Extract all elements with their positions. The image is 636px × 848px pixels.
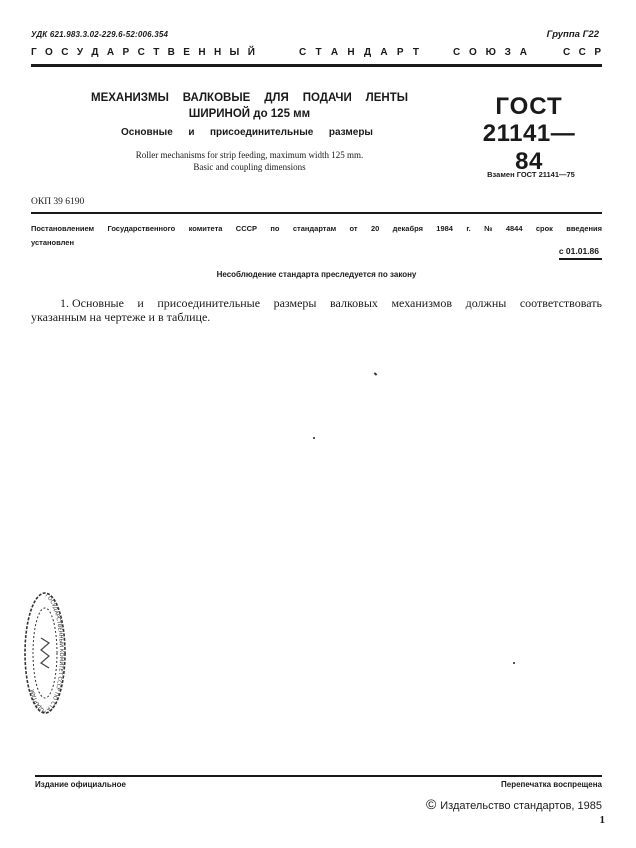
heading-letter: А: [519, 47, 527, 58]
title-word: ЛЕНТЫ: [365, 92, 408, 104]
subtitle-word: присоединительные: [210, 127, 314, 138]
speck-1: [374, 372, 378, 375]
decree-word: срок: [535, 224, 553, 233]
heading-letter: С: [453, 47, 461, 58]
title-word: ВАЛКОВЫЕ: [182, 92, 251, 104]
heading-letter: Т: [412, 47, 419, 58]
heading-letter: А: [106, 47, 115, 58]
header-rule: [31, 64, 602, 67]
heading-letter: В: [167, 47, 175, 58]
heading-letter: А: [380, 47, 388, 58]
decree-word: Постановлением: [31, 224, 95, 233]
footer-rule: [35, 775, 602, 777]
subtitle-word: размеры: [328, 127, 373, 138]
title-word: ПОДАЧИ: [302, 92, 352, 104]
english-title-line-1: Roller mechanisms for strip feeding, maximum width 125 mm.: [135, 150, 364, 160]
decree-word: декабря: [392, 224, 423, 233]
heading-letter: Й: [247, 47, 255, 58]
heading-letter: Г: [31, 47, 37, 58]
title-line-2: ШИРИНОЙ до 125 мм: [188, 108, 311, 120]
decree-word: введения: [566, 224, 602, 233]
group-label: Группа Г22: [546, 29, 599, 40]
decree-word: по: [270, 224, 280, 233]
heading-letter: Н: [213, 47, 222, 58]
paragraph-word: механизмов: [391, 296, 453, 310]
paragraph-word: должны: [465, 296, 507, 310]
paragraph-1-line-1: [60, 296, 602, 311]
copyright-text: Издательство стандартов, 1985: [440, 800, 602, 812]
subtitle: [121, 127, 373, 138]
law-note: Несоблюдение стандарта преследуется по закону: [216, 270, 417, 279]
decree-word: СССР: [235, 224, 258, 233]
heading-letter: У: [76, 47, 84, 58]
heading-letter: С: [299, 47, 307, 58]
decree-word: 20: [370, 224, 380, 233]
decree-line-2: установлен: [31, 238, 74, 247]
title-word: ДЛЯ: [264, 92, 289, 104]
decree-word: от: [349, 224, 358, 233]
copyright-icon: ©: [425, 796, 437, 812]
library-stamp: [21, 588, 69, 718]
heading-letter: Т: [153, 47, 160, 58]
heading-letter: Т: [315, 47, 322, 58]
heading-word-state: [31, 47, 255, 58]
stamp-center-mark: [41, 638, 49, 668]
heading-letter: С: [563, 47, 571, 58]
heading-letter: Н: [347, 47, 355, 58]
heading-letter: Ю: [485, 47, 496, 58]
heading-letter: С: [61, 47, 69, 58]
heading-word-union: [453, 47, 527, 58]
title-line-1: [91, 92, 408, 104]
gost-label: ГОСТ: [495, 93, 563, 120]
date-rule: [559, 258, 602, 260]
heading-letter: Д: [363, 47, 372, 58]
decree-line-1: [31, 224, 602, 233]
heading-letter: Д: [91, 47, 99, 58]
heading-letter: О: [45, 47, 53, 58]
heading-letter: З: [504, 47, 511, 58]
english-title-line-2: Basic and coupling dimensions: [193, 162, 306, 172]
paragraph-word: соответствовать: [519, 296, 602, 310]
heading-letter: Р: [122, 47, 130, 58]
heading-letter: С: [578, 47, 586, 58]
speck-3: [513, 662, 515, 664]
state-standard-heading: [31, 47, 602, 61]
heading-letter: О: [469, 47, 477, 58]
heading-letter: Е: [183, 47, 190, 58]
paragraph-word: присоединительные: [157, 296, 261, 310]
speck-2: [313, 437, 315, 439]
official-edition: Издание официальное: [35, 780, 126, 789]
decree-word: Государственного: [107, 224, 176, 233]
title-word: МЕХАНИЗМЫ: [91, 92, 169, 104]
decree-word: 4844: [505, 224, 523, 233]
decree-word: 1984: [436, 224, 453, 233]
heading-letter: Р: [396, 47, 404, 58]
heading-letter: Р: [594, 47, 601, 58]
heading-letter: А: [330, 47, 339, 58]
subtitle-word: и: [188, 127, 195, 138]
stamp-text: ГОСУДАРСТВЕННЫЙ КОМИТЕТ СССР ПО СТАНДАРТАМ: [29, 592, 65, 715]
paragraph-1-line-2: указанным на чертеже и в таблице.: [31, 310, 211, 324]
decree-word: г.: [466, 224, 471, 233]
decree-word: комитета: [188, 224, 223, 233]
decree-word: стандартам: [292, 224, 337, 233]
heading-letter: Ы: [229, 47, 240, 58]
heading-word-ussr: [563, 47, 601, 58]
gost-number: 21141—84: [482, 120, 576, 175]
okp-code: ОКП 39 6190: [31, 197, 85, 207]
heading-letter: С: [137, 47, 145, 58]
subtitle-word: Основные: [121, 127, 173, 138]
heading-letter: Н: [198, 47, 206, 58]
page-number: 1: [599, 814, 605, 826]
paragraph-word: и: [137, 296, 144, 310]
paragraph-word: 1. Основные: [60, 296, 124, 310]
udk-code: УДК 621.983.3.02-229.6-52:006.354: [31, 30, 169, 39]
okp-rule: [31, 212, 602, 214]
paragraph-word: валковых: [330, 296, 378, 310]
decree-word: №: [484, 224, 493, 233]
replaces-gost: Взамен ГОСТ 21141—75: [487, 170, 575, 179]
reprint-prohibited: Перепечатка воспрещена: [501, 780, 602, 789]
effective-date: с 01.01.86: [558, 246, 599, 256]
copyright-line: [426, 796, 602, 812]
heading-word-standard: [299, 47, 419, 58]
paragraph-word: размеры: [273, 296, 317, 310]
